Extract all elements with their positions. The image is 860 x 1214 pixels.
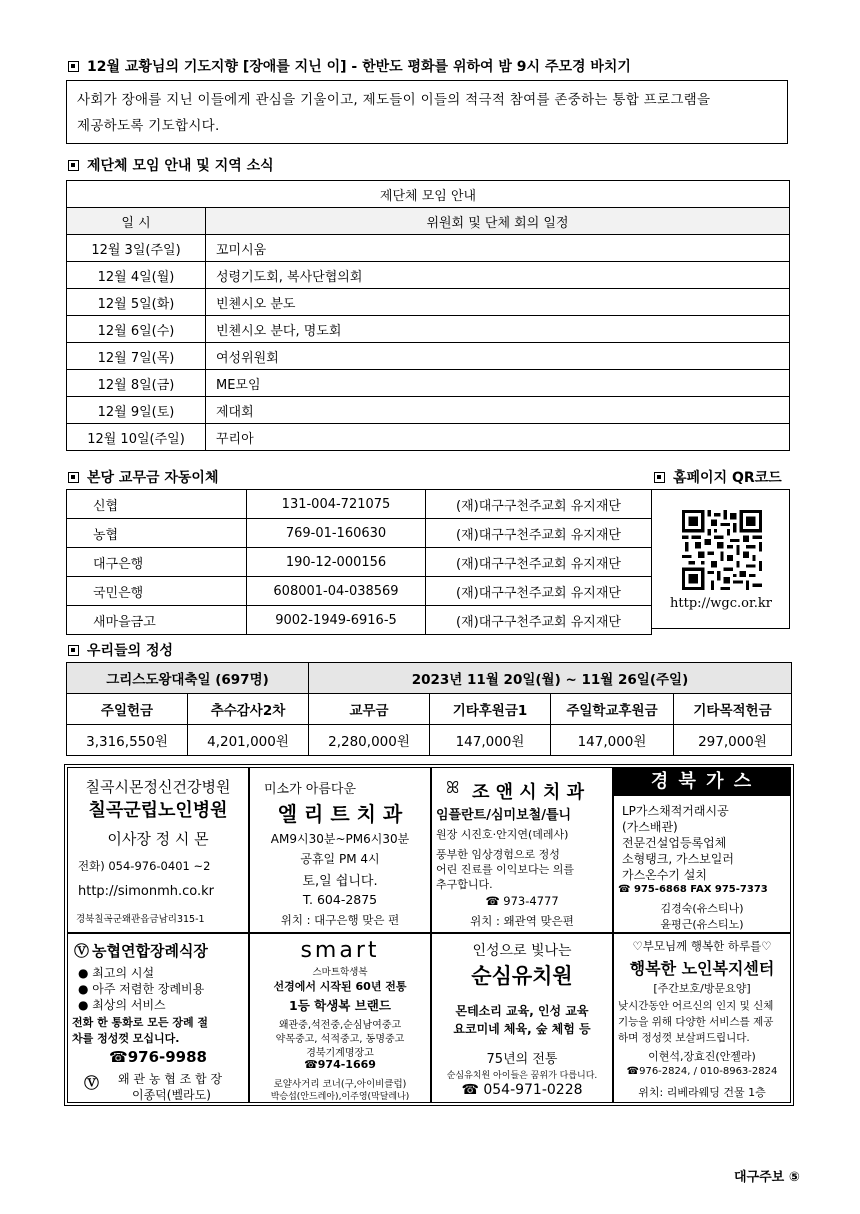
bank-account: 9002-1949-6916-5 bbox=[247, 606, 426, 635]
meeting-detail: 제대회 bbox=[206, 397, 790, 424]
offering-value: 147,000원 bbox=[430, 725, 551, 756]
ad-title: 엘 리 트 치 과 bbox=[277, 802, 403, 826]
ad-line: 스마트학생복 bbox=[312, 967, 368, 978]
prayer-line-1: 사회가 장애를 지닌 이들에게 관심을 기울이고, 제도들이 이들의 적극적 참여를 존중하는 통합 프로그램을 bbox=[77, 92, 711, 108]
meeting-detail: 꼬미시움 bbox=[206, 235, 790, 262]
ad-line: 토,일 쉽니다. bbox=[302, 874, 378, 889]
ad-address: 위치 : 왜관역 맞은편 bbox=[470, 914, 574, 928]
bank-holder: (재)대구구천주교회 유지재단 bbox=[426, 606, 652, 635]
tooth-icon: ꕤ bbox=[446, 778, 460, 797]
bank-table bbox=[66, 489, 652, 635]
ad-line: 낮시간동안 어르신의 인지 및 신체 bbox=[618, 1000, 774, 1012]
ad-title: 행복한 노인복지센터 bbox=[629, 959, 775, 978]
ad-phone: T. 604-2875 bbox=[302, 892, 378, 907]
meeting-date: 12월 6일(수) bbox=[67, 316, 206, 343]
ad-line: LP가스채적거래시공 bbox=[622, 804, 729, 818]
offering-left-title: 그리스도왕대축일 (697명) bbox=[67, 663, 309, 694]
ad-line: 순심유치원 아이들은 꿈위가 다릅니다. bbox=[446, 1071, 598, 1081]
ad-line: 윤평근(유스티노) bbox=[660, 918, 744, 931]
prayer-heading bbox=[68, 56, 631, 76]
meeting-detail: 꾸리아 bbox=[206, 424, 790, 451]
meeting-detail: 빈첸시오 분다, 명도회 bbox=[206, 316, 790, 343]
meeting-date: 12월 9일(토) bbox=[67, 397, 206, 424]
meeting-date: 12월 5일(화) bbox=[67, 289, 206, 316]
meeting-date: 12월 7일(목) bbox=[67, 343, 206, 370]
ad-line: ● 최상의 서비스 bbox=[78, 998, 166, 1012]
ad-title: 농협연합장례식장 bbox=[92, 942, 208, 960]
ad-line: ● 최고의 시설 bbox=[78, 966, 155, 980]
square-bullet-icon bbox=[654, 472, 665, 483]
ad-line: [주간보호/방문요양] bbox=[653, 982, 751, 995]
table-row bbox=[67, 343, 790, 370]
bank-holder: (재)대구구천주교회 유지재단 bbox=[426, 519, 652, 548]
ad-line: 전화 한 통화로 모든 장례 절 bbox=[72, 1016, 209, 1029]
ad-line: 이사장 정 시 몬 bbox=[107, 830, 209, 848]
ad-line: 김경숙(유스티나) bbox=[660, 902, 744, 915]
prayer-box bbox=[66, 80, 788, 144]
ad-phone: ☎ 054-971-0228 bbox=[461, 1082, 583, 1098]
ad-line: 경북기계명장고 bbox=[306, 1048, 374, 1059]
square-bullet-icon bbox=[68, 160, 79, 171]
square-bullet-icon bbox=[68, 61, 79, 72]
offering-value: 2,280,000원 bbox=[309, 725, 430, 756]
offering-heading bbox=[68, 640, 173, 660]
ad-gyeongbuk-gas bbox=[613, 767, 791, 933]
bank-holder: (재)대구구천주교회 유지재단 bbox=[426, 577, 652, 606]
meeting-detail: 여성위원회 bbox=[206, 343, 790, 370]
ad-simon-hospital bbox=[67, 767, 249, 933]
ad-line: AM9시30분~PM6시30분 bbox=[270, 832, 410, 846]
ad-joan-dental bbox=[431, 767, 613, 933]
ad-line: 왜관중,석전중,순심남여중고 bbox=[278, 1020, 402, 1031]
qr-heading-text: 홈페이지 QR코드 bbox=[673, 470, 782, 486]
col-date-header: 일 시 bbox=[67, 208, 206, 235]
qr-code-icon[interactable] bbox=[682, 510, 762, 590]
offering-column-header: 주일학교후원금 bbox=[551, 694, 674, 725]
ad-title: 경 북 가 스 bbox=[614, 768, 790, 796]
offering-column-header: 기타목적헌금 bbox=[674, 694, 792, 725]
ad-line: 1등 학생복 브랜드 bbox=[289, 998, 391, 1013]
meetings-heading bbox=[68, 155, 274, 175]
ad-line: 공휴일 PM 4시 bbox=[300, 852, 380, 866]
bank-account: 769-01-160630 bbox=[247, 519, 426, 548]
table-row bbox=[67, 725, 792, 756]
ad-phone: ☎ 973-4777 bbox=[485, 894, 559, 908]
table-row bbox=[67, 519, 652, 548]
ad-line: 인성으로 빛나는 bbox=[472, 943, 572, 959]
ad-address: 위치 : 대구은행 맞은 편 bbox=[280, 913, 400, 927]
bank-name: 새마을금고 bbox=[67, 606, 247, 635]
col-detail-header: 위원회 및 단체 회의 일정 bbox=[206, 208, 790, 235]
ad-smart-uniform bbox=[249, 933, 431, 1103]
page-footer: 대구주보 ⑤ bbox=[734, 1170, 800, 1185]
ad-line: 임플란트/심미보철/틀니 bbox=[436, 808, 572, 823]
qr-url[interactable]: http://wgc.or.kr bbox=[670, 596, 772, 611]
ad-line: 어린 진료를 이익보다는 의를 bbox=[436, 863, 575, 876]
bank-account: 608001-04-038569 bbox=[247, 577, 426, 606]
table-row bbox=[67, 262, 790, 289]
ad-line: 박승섭(안드레아),이주영(막달레나) bbox=[270, 1092, 410, 1102]
bank-name: 대구은행 bbox=[67, 548, 247, 577]
bank-name: 신협 bbox=[67, 490, 247, 519]
qr-box bbox=[652, 489, 790, 629]
table-row bbox=[67, 490, 652, 519]
table-row bbox=[67, 424, 790, 451]
table-row bbox=[67, 577, 652, 606]
ad-line: 왜 관 농 협 조 합 장 bbox=[118, 1072, 223, 1086]
bank-holder: (재)대구구천주교회 유지재단 bbox=[426, 548, 652, 577]
offering-table bbox=[66, 662, 792, 756]
prayer-heading-text: 12월 교황님의 기도지향 [장애를 지닌 이] - 한반도 평화를 위하여 밤 9시 주모경 바치기 bbox=[87, 59, 631, 75]
ad-title: 조 앤 시 치 과 bbox=[472, 782, 585, 803]
ad-happy-senior-center bbox=[613, 933, 791, 1103]
meeting-date: 12월 4일(월) bbox=[67, 262, 206, 289]
qr-heading bbox=[654, 467, 782, 487]
ad-line: 소형탱크, 가스보일러 bbox=[622, 852, 734, 866]
ad-sunsim-kindergarten bbox=[431, 933, 613, 1103]
ad-line: 원장 시진호·안지연(데레사) bbox=[436, 828, 569, 841]
offering-value: 147,000원 bbox=[551, 725, 674, 756]
ad-line: ● 아주 저렴한 장례비용 bbox=[78, 982, 205, 996]
ad-line: 75년의 전통 bbox=[486, 1052, 558, 1067]
ad-phone: ☎976-9988 bbox=[109, 1048, 207, 1066]
ad-line: 요코미네 체육, 숲 체험 등 bbox=[453, 1022, 591, 1036]
ad-line: 풍부한 임상경험으로 정성 bbox=[436, 848, 560, 861]
bank-account: 131-004-721075 bbox=[247, 490, 426, 519]
table-row bbox=[67, 289, 790, 316]
offering-heading-text: 우리들의 정성 bbox=[87, 643, 174, 659]
offering-column-header: 주일헌금 bbox=[67, 694, 188, 725]
ad-line: 이현석,장효진(안젤라) bbox=[648, 1050, 756, 1063]
offering-column-header: 교무금 bbox=[309, 694, 430, 725]
prayer-line-2: 제공하도록 기도합시다. bbox=[77, 118, 220, 134]
offering-column-header: 추수감사2차 bbox=[188, 694, 309, 725]
offering-right-title: 2023년 11월 20일(월) ~ 11월 26일(주일) bbox=[309, 663, 792, 694]
ad-line: 약목중고, 석적중고, 동명중고 bbox=[275, 1034, 405, 1045]
bank-account: 190-12-000156 bbox=[247, 548, 426, 577]
ad-nonghyup-funeral bbox=[67, 933, 249, 1103]
meeting-detail: 성령기도회, 복사단협의회 bbox=[206, 262, 790, 289]
table-row bbox=[67, 606, 652, 635]
ad-phone: ☎974-1669 bbox=[304, 1058, 376, 1071]
ad-phone: ☎976-2824, / 010-8963-2824 bbox=[626, 1066, 778, 1077]
ad-line: 가스온수기 설치 bbox=[622, 868, 707, 882]
bank-name: 농협 bbox=[67, 519, 247, 548]
nonghyup-logo-icon: Ⓥ bbox=[74, 942, 90, 960]
table-row bbox=[67, 316, 790, 343]
offering-column-header: 기타후원금1 bbox=[430, 694, 551, 725]
ad-line: 이종덕(벨라도) bbox=[132, 1088, 211, 1102]
table-row bbox=[67, 397, 790, 424]
ad-line: 몬테소리 교육, 인성 교육 bbox=[455, 1004, 589, 1018]
ad-address: 위치: 리베라웨딩 건물 1층 bbox=[638, 1086, 766, 1099]
ad-phone: ☎ 975-6868 FAX 975-7373 bbox=[618, 884, 768, 895]
ad-title: 칠곡군립노인병원 bbox=[88, 800, 228, 821]
offering-value: 3,316,550원 bbox=[67, 725, 188, 756]
meeting-detail: ME모임 bbox=[206, 370, 790, 397]
ad-line: 하며 정성껏 보살펴드립니다. bbox=[618, 1032, 750, 1044]
ad-line: 미소가 아름다운 bbox=[264, 782, 357, 797]
meeting-date: 12월 8일(금) bbox=[67, 370, 206, 397]
ad-title: 순심유치원 bbox=[471, 964, 573, 988]
table-row bbox=[67, 548, 652, 577]
bank-heading-text: 본당 교무금 자동이체 bbox=[87, 470, 219, 486]
meeting-date: 12월 3일(주일) bbox=[67, 235, 206, 262]
ad-address: 경북칠곡군왜관읍금남리315-1 bbox=[76, 914, 205, 925]
ads-grid bbox=[64, 764, 794, 1106]
table-row bbox=[67, 694, 792, 725]
meeting-detail: 빈첸시오 분도 bbox=[206, 289, 790, 316]
meetings-caption: 제단체 모임 안내 bbox=[67, 181, 790, 208]
ad-elite-dental bbox=[249, 767, 431, 933]
ad-url[interactable]: http://simonmh.co.kr bbox=[78, 884, 214, 899]
ad-line: 선경에서 시작된 60년 전통 bbox=[273, 980, 407, 993]
ad-line: (가스배관) bbox=[622, 820, 678, 834]
meetings-table bbox=[66, 180, 790, 451]
ad-line: 전문건설업등록업체 bbox=[622, 836, 727, 850]
offering-value: 4,201,000원 bbox=[188, 725, 309, 756]
ad-line: ♡부모님께 행복한 하루를♡ bbox=[632, 939, 772, 953]
bank-holder: (재)대구구천주교회 유지재단 bbox=[426, 490, 652, 519]
nonghyup-logo-icon: Ⓥ bbox=[84, 1074, 100, 1092]
meetings-heading-text: 제단체 모임 안내 및 지역 소식 bbox=[87, 158, 274, 174]
ad-line: 추구합니다. bbox=[436, 878, 493, 891]
offering-value: 297,000원 bbox=[674, 725, 792, 756]
table-row bbox=[67, 370, 790, 397]
meeting-date: 12월 10일(주일) bbox=[67, 424, 206, 451]
ad-line: 차를 정성껏 모십니다. bbox=[72, 1032, 180, 1045]
ad-phone: 전화) 054-976-0401 ~2 bbox=[78, 859, 211, 873]
ad-address: 로얄사거리 코너(구,아이비클럽) bbox=[273, 1079, 407, 1090]
square-bullet-icon bbox=[68, 472, 79, 483]
square-bullet-icon bbox=[68, 645, 79, 656]
table-row bbox=[67, 235, 790, 262]
ad-line: 기능을 위해 다양한 서비스를 제공 bbox=[618, 1016, 774, 1028]
ad-line: 칠곡시몬정신건강병원 bbox=[85, 778, 231, 796]
smart-logo: smart bbox=[300, 938, 380, 963]
bank-name: 국민은행 bbox=[67, 577, 247, 606]
bank-heading bbox=[68, 467, 218, 487]
